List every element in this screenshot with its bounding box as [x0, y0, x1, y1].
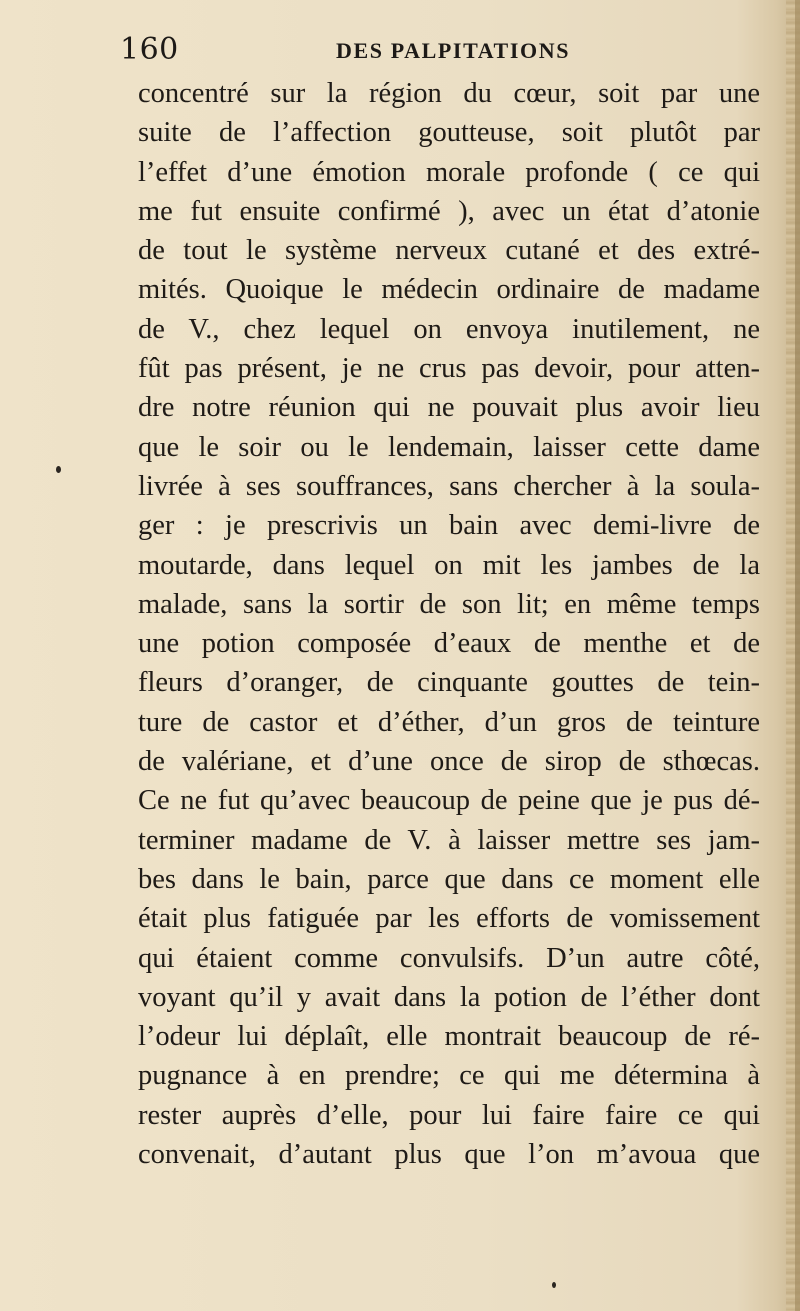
text-line: que le soir ou le lendemain, laisser cette dame: [138, 431, 760, 463]
text-line: Ce ne fut qu’avec beaucoup de peine que je pus dé-: [138, 785, 760, 817]
page-header: [120, 32, 760, 72]
ink-speck: [552, 1282, 556, 1288]
text-line: l’effet d’une émotion morale profonde ( ce qui: [138, 156, 760, 188]
text-line: fleurs d’oranger, de cinquante gouttes de tein-: [138, 667, 760, 699]
text-line: ture de castor et d’éther, d’un gros de teinture: [138, 706, 760, 738]
text-line: l’odeur lui déplaît, elle montrait beaucoup de ré-: [138, 1021, 760, 1053]
text-line: voyant qu’il y avait dans la potion de l’éther dont: [138, 981, 760, 1013]
text-line: était plus fatiguée par les efforts de vomissement: [138, 903, 760, 935]
text-line: terminer madame de V. à laisser mettre ses jam-: [138, 824, 760, 856]
text-line: mités. Quoique le médecin ordinaire de madame: [138, 274, 760, 306]
text-line: de V., chez lequel on envoya inutilement, ne: [138, 313, 760, 345]
text-line: bes dans le bain, parce que dans ce moment elle: [138, 863, 760, 895]
text-line: malade, sans la sortir de son lit; en même temps: [138, 588, 760, 620]
text-line: rester auprès d’elle, pour lui faire faire ce qui: [138, 1099, 760, 1131]
text-line: me fut ensuite confirmé ), avec un état d’atonie: [138, 195, 760, 227]
page-edge-binding: [795, 0, 800, 1311]
text-line: une potion composée d’eaux de menthe et de: [138, 628, 760, 660]
text-line: qui étaient comme convulsifs. D’un autre côté,: [138, 942, 760, 974]
text-line: dre notre réunion qui ne pouvait plus avoir lieu: [138, 392, 760, 424]
text-line: livrée à ses souffrances, sans chercher à la soula-: [138, 470, 760, 502]
text-line: suite de l’affection goutteuse, soit plutôt par: [138, 117, 760, 149]
text-line: de tout le système nerveux cutané et des extré-: [138, 235, 760, 267]
text-line: pugnance à en prendre; ce qui me détermina à: [138, 1060, 760, 1092]
body-text: [138, 74, 760, 1174]
running-title: DES PALPITATIONS: [336, 38, 571, 63]
text-line: fût pas présent, je ne crus pas devoir, pour atten-: [138, 353, 760, 385]
page-number: 160: [120, 32, 179, 67]
ink-speck: [56, 466, 61, 473]
text-line: concentré sur la région du cœur, soit par une: [138, 78, 760, 109]
text-line: ger : je prescrivis un bain avec demi-livre de: [138, 510, 760, 542]
text-line: moutarde, dans lequel on mit les jambes de la: [138, 549, 760, 581]
text-line: de valériane, et d’une once de sirop de sthœcas.: [138, 746, 760, 778]
text-line: convenait, d’autant plus que l’on m’avoua que: [138, 1139, 760, 1171]
